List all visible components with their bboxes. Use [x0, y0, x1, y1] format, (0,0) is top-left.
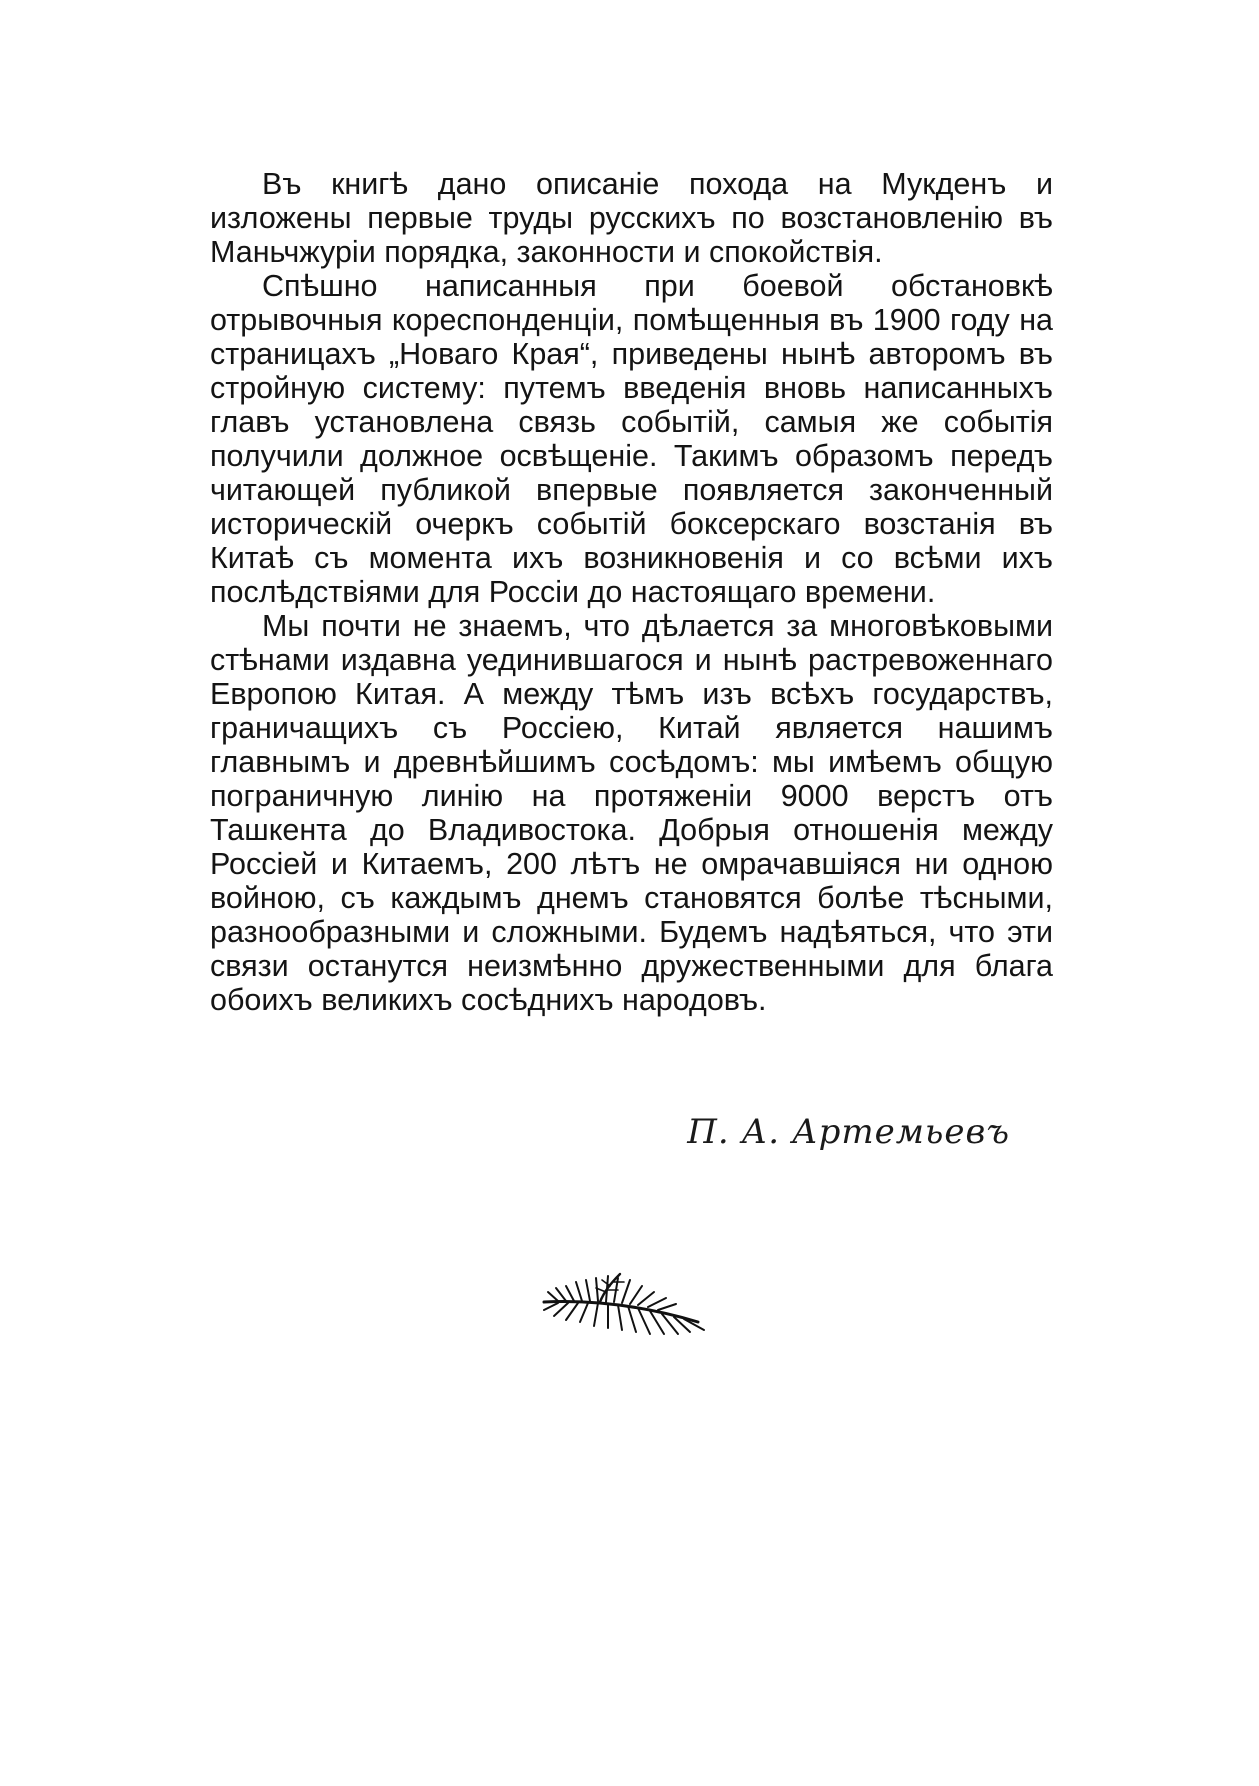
paragraph-2: Спѣшно написанныя при боевой обстановкѣ отрывочныя кореспонденціи, помѣщенныя въ 1900 году на страницахъ „Новаго Края“, приведены нынѣ авторомъ въ стройную систему: путемъ введенія вновь написанныхъ главъ установлена связь событій, самыя же событія получили должное освѣщеніе. Такимъ образомъ передъ читающей публикой впервые появляется законченный историческій очеркъ событій боксерскаго возстанія въ Китаѣ съ момента ихъ возникновенія и со всѣми ихъ послѣдствіями для Россіи до настоящаго времени.	[210, 269, 1053, 609]
author-signature: П. А. Артемьевъ	[687, 1112, 1010, 1152]
paragraph-3: Мы почти не знаемъ, что дѣлается за многовѣковыми стѣнами издавна уединившагося и нынѣ растревоженнаго Европою Китая. А между тѣмъ изъ всѣхъ государствъ, граничащихъ съ Россіею, Китай является нашимъ главнымъ и древнѣйшимъ сосѣдомъ: мы имѣемъ общую пограничную линію на протяженіи 9000 верстъ отъ Ташкента до Владивостока. Добрыя отношенія между Россіей и Китаемъ, 200 лѣтъ не омрачавшіяся ни одною войною, съ каждымъ днемъ становятся болѣе тѣсными, разнообразными и сложными. Будемъ надѣяться, что эти связи останутся неизмѣнно дружественными для блага обоихъ великихъ сосѣднихъ народовъ.	[210, 609, 1053, 1017]
fir-branch-icon	[538, 1270, 718, 1340]
preface-text	[210, 167, 1053, 1017]
paragraph-1: Въ книгѣ дано описаніе похода на Мукденъ и изложены первые труды русскихъ по возстановленію въ Маньчжуріи порядка, законности и спокойствія.	[210, 167, 1053, 269]
